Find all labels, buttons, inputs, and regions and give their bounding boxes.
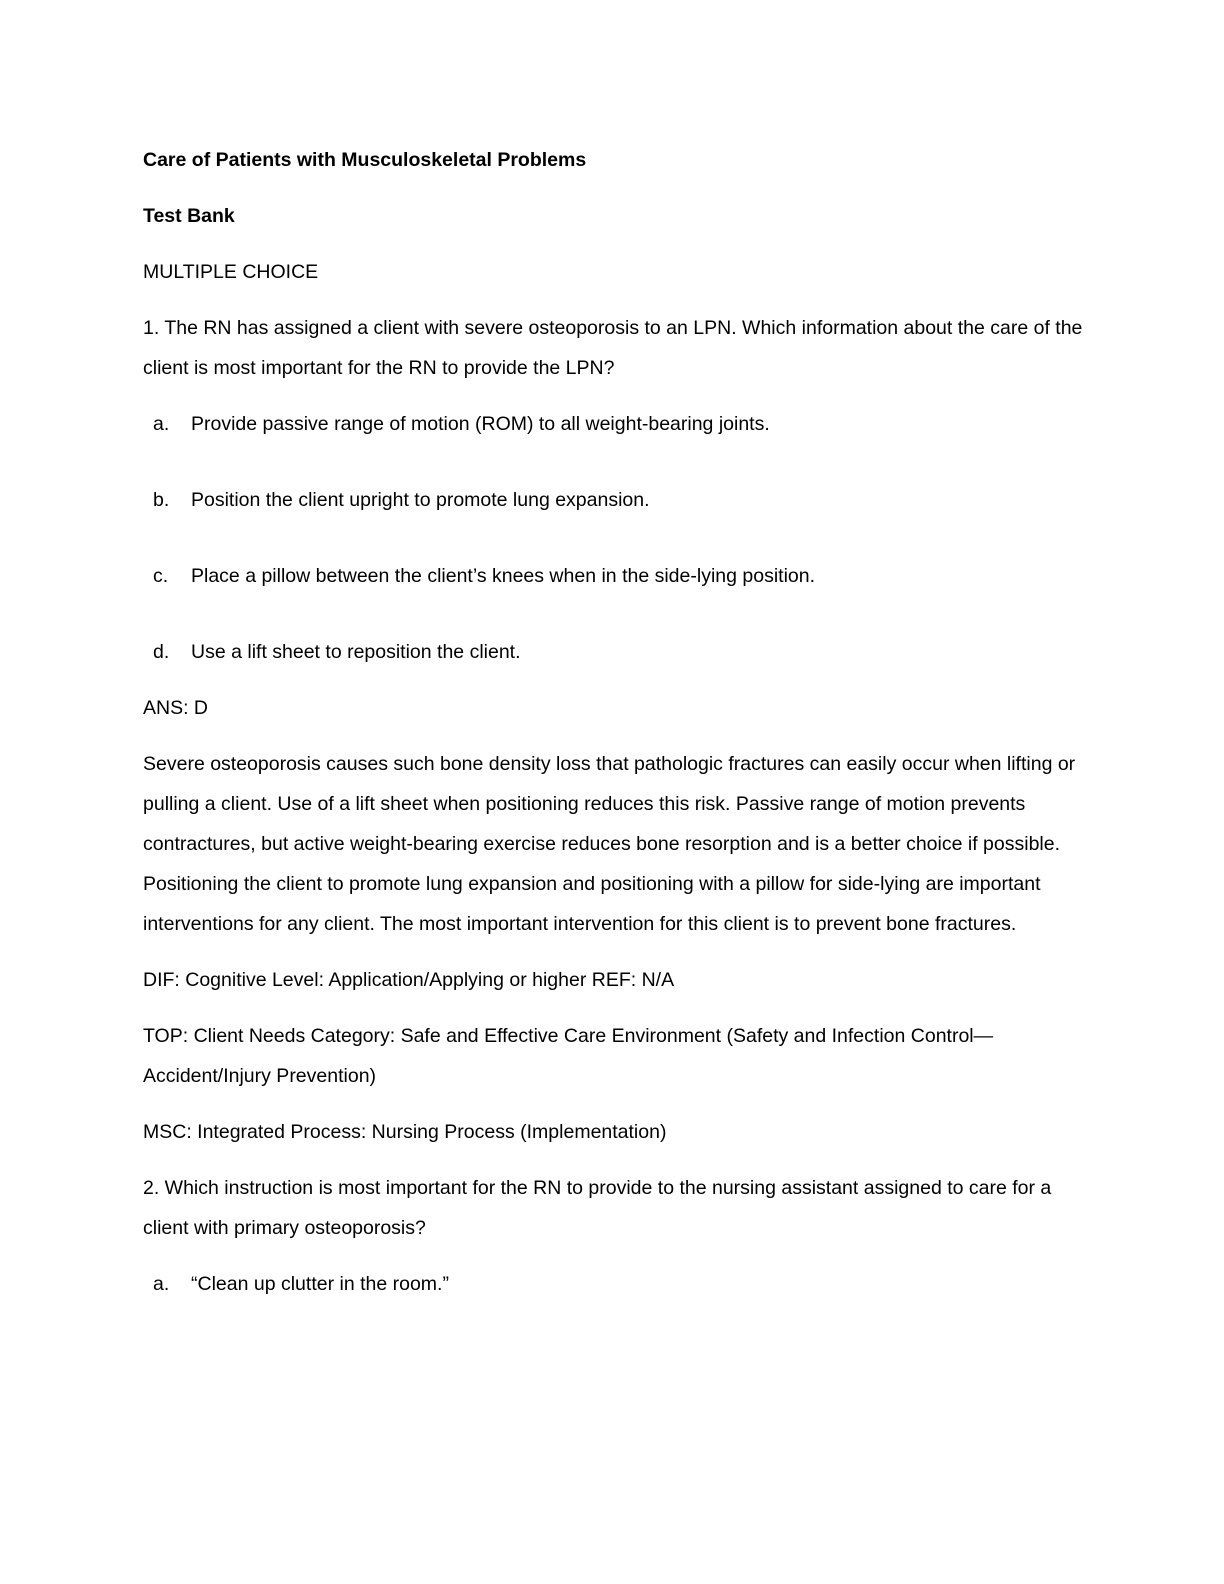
option-a: [143, 404, 1083, 444]
option-a: [143, 1264, 1083, 1304]
option-letter: a.: [153, 1273, 170, 1295]
option-d: [143, 632, 1083, 672]
option-text: Place a pillow between the client’s knees when in the side-lying position.: [191, 565, 816, 587]
option-letter: d.: [153, 641, 170, 663]
option-letter: a.: [153, 413, 170, 435]
option-text: Position the client upright to promote lung expansion.: [191, 489, 650, 511]
document-title: Care of Patients with Musculoskeletal Problems: [143, 149, 587, 171]
option-letter: b.: [153, 489, 170, 511]
document-subtitle: Test Bank: [143, 205, 235, 227]
question-stem: 2. Which instruction is most important for the RN to provide to the nursing assistant assigned to care for a client with primary osteoporosis?: [143, 1177, 1052, 1239]
question-stem: 1. The RN has assigned a client with severe osteoporosis to an LPN. Which information about the care of the client is most important for the RN to provide the LPN?: [143, 317, 1083, 379]
option-text: Use a lift sheet to reposition the client.: [191, 641, 521, 663]
document-page: [143, 140, 1083, 1340]
answer-key: ANS: D: [143, 697, 209, 719]
option-list: [143, 1264, 1083, 1304]
option-list: [143, 404, 1083, 672]
difficulty-meta: DIF: Cognitive Level: Application/Applying or higher REF: N/A: [143, 969, 675, 991]
msc-meta: MSC: Integrated Process: Nursing Process (Implementation): [143, 1121, 667, 1143]
rationale: Severe osteoporosis causes such bone density loss that pathologic fractures can easily occur when lifting or pulling a client. Use of a lift sheet when positioning reduces this risk. Passive range of motion prevents contractures, but active weight-bearing exercise reduces bone resorption and is a better choice if possible. Positioning the client to promote lung expansion and positioning with a pillow for side-lying are important interventions for any client. The most important intervention for this client is to prevent bone fractures.: [143, 753, 1076, 935]
question-2: [143, 1168, 1083, 1304]
option-c: [143, 556, 1083, 596]
topic-meta: TOP: Client Needs Category: Safe and Effective Care Environment (Safety and Infection Control—Accident/Injury Prevention): [143, 1025, 994, 1087]
option-text: “Clean up clutter in the room.”: [191, 1273, 449, 1295]
option-letter: c.: [153, 565, 169, 587]
section-heading: MULTIPLE CHOICE: [143, 261, 319, 283]
question-1: [143, 308, 1083, 1152]
option-text: Provide passive range of motion (ROM) to all weight-bearing joints.: [191, 413, 770, 435]
option-b: [143, 480, 1083, 520]
